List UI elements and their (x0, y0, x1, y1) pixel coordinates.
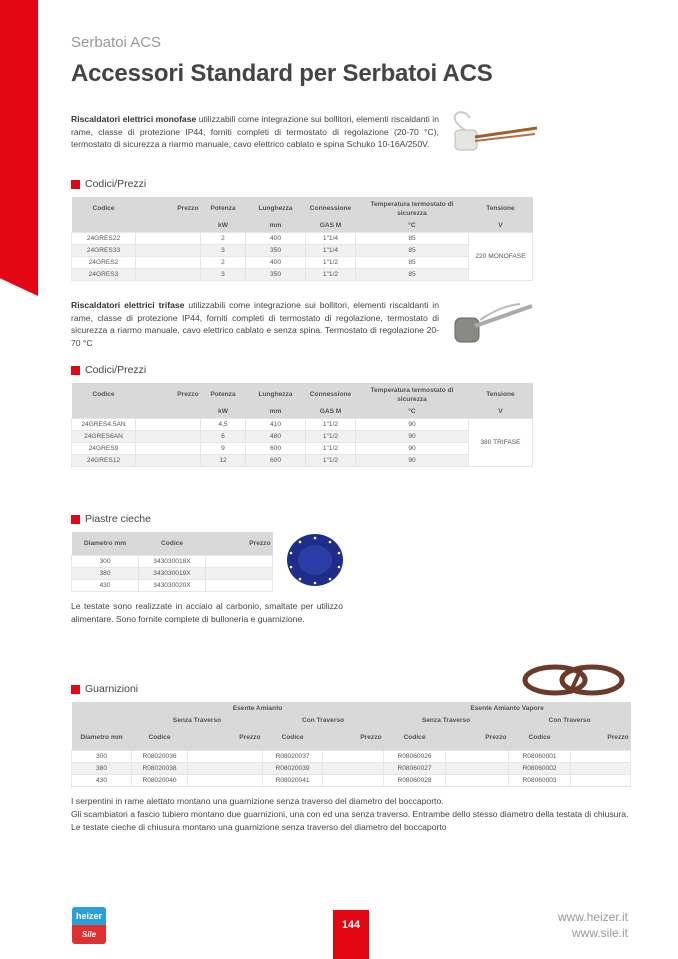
red-square-icon (71, 180, 80, 189)
table-cell: 480 (246, 430, 306, 442)
code-cell: R08020040 (132, 774, 188, 786)
table-cell: 24GRES6AN (72, 430, 136, 442)
code-cell: R08020036 (132, 750, 188, 762)
section-title: Codici/Prezzi (85, 178, 147, 190)
column-header: Tensione (469, 383, 533, 406)
piastre-note: Le testate sono realizzate in acciaio al carbonio, smaltate per utilizzo alimentare. Sono fornite complete di bulloneria e guarnizione. (71, 601, 343, 624)
column-header: Temperatura termostato di sicurezza (356, 383, 469, 406)
code-cell: R08020037 (263, 750, 323, 762)
codice-header: Codice (263, 726, 323, 750)
table-cell: 400 (246, 256, 306, 268)
table-cell: 90 (356, 418, 469, 430)
table-cell: 600 (246, 454, 306, 466)
column-header: Prezzo (136, 383, 201, 406)
tri-intro-bold: Riscaldatori elettrici trifase (71, 300, 185, 310)
subgroup-header: Con Traverso (263, 714, 384, 726)
table-cell: 4,5 (201, 418, 246, 430)
tri-intro-text: utilizzabili come integrazione sui bollitori, elementi riscaldanti in rame, classe di protezione IP44, forniti completi di termostato di regolazione, termostato di sicurezza a riarmo manuale, cavo elettrico cablato e senza spina. Termostato di regolazione 20-70 °C (71, 300, 439, 348)
price-cell (136, 430, 201, 442)
column-header: Lunghezza (246, 383, 306, 406)
diameter-cell: 380 (72, 762, 132, 774)
table-cell: 24GRES33 (72, 244, 136, 256)
unit-header (136, 220, 201, 232)
trifase-heater-image (450, 298, 535, 348)
price-cell (571, 750, 631, 762)
price-cell (136, 442, 201, 454)
column-header: Prezzo (206, 532, 273, 555)
mono-prices-heading (71, 178, 146, 190)
column-header: Temperatura termostato di sicurezza (356, 197, 469, 220)
table-row (72, 268, 533, 280)
table-cell: 2 (201, 256, 246, 268)
table-row (72, 762, 631, 774)
unit-header: mm (246, 220, 306, 232)
codice-header: Codice (384, 726, 446, 750)
unit-header (72, 220, 136, 232)
column-header: Tensione (469, 197, 533, 220)
price-cell (136, 256, 201, 268)
code-cell: R08060026 (384, 750, 446, 762)
table-cell: 1"1/2 (306, 442, 356, 454)
piastre-table (71, 532, 273, 592)
url-heizer[interactable]: www.heizer.it (557, 910, 628, 924)
table-cell: 90 (356, 454, 469, 466)
tri-prices-heading (71, 364, 146, 376)
table-cell: 3 (201, 268, 246, 280)
column-header: Diametro mm (72, 532, 139, 555)
price-cell (136, 268, 201, 280)
table-cell: 2 (201, 232, 246, 244)
logo-heizer: heizer (72, 907, 106, 925)
column-header: Codice (72, 197, 136, 220)
prezzo-header: Prezzo (323, 726, 384, 750)
section-label: Serbatoi ACS (71, 34, 162, 51)
unit-header: °C (356, 220, 469, 232)
unit-header (72, 406, 136, 418)
table-row (72, 567, 273, 579)
heizer-sile-logo (72, 907, 106, 944)
subgroup-header: Con Traverso (509, 714, 631, 726)
tri-price-table (71, 383, 533, 467)
page-number: 144 (333, 910, 369, 959)
page-title: Accessori Standard per Serbatoi ACS (71, 60, 493, 87)
table-cell: 410 (246, 418, 306, 430)
code-cell: R08020039 (263, 762, 323, 774)
column-header: Prezzo (136, 197, 201, 220)
table-row (72, 442, 533, 454)
table-cell: 350 (246, 244, 306, 256)
guarnizioni-table (71, 702, 631, 787)
column-header: Potenza (201, 383, 246, 406)
table-cell: 85 (356, 256, 469, 268)
table-cell: 1"1/2 (306, 430, 356, 442)
mono-description (71, 113, 439, 151)
red-square-icon (71, 685, 80, 694)
code-cell: R08060028 (384, 774, 446, 786)
table-cell: 1"1/4 (306, 232, 356, 244)
table-row (72, 774, 631, 786)
diameter-cell: 430 (72, 774, 132, 786)
price-cell (136, 454, 201, 466)
mono-intro-text: utilizzabili come integrazione sui bollitori, elementi riscaldanti in rame, classe di protezione IP44, forniti completi di termostato di regolazione (20-70 °C), termostato di sicurezza a riarmo manuale, cavo elettrico cablato e spina Schuko 10-16A/250V. (71, 114, 439, 149)
column-header: Potenza (201, 197, 246, 220)
unit-header: V (469, 220, 533, 232)
price-cell (323, 750, 384, 762)
table-cell: 343030019X (139, 567, 206, 579)
url-sile[interactable]: www.sile.it (571, 926, 628, 940)
price-cell (323, 762, 384, 774)
codice-header: Codice (132, 726, 188, 750)
table-cell: 12 (201, 454, 246, 466)
mono-price-table (71, 197, 533, 281)
unit-header: GAS M (306, 406, 356, 418)
table-cell (206, 579, 273, 591)
column-header: Lunghezza (246, 197, 306, 220)
table-cell: 24GRES12 (72, 454, 136, 466)
table-cell: 380 (72, 567, 139, 579)
prezzo-header: Prezzo (446, 726, 509, 750)
table-row (72, 430, 533, 442)
prezzo-header: Prezzo (571, 726, 631, 750)
mono-intro-bold: Riscaldatori elettrici monofase (71, 114, 197, 124)
tension-cell: 380 TRIFASE (469, 418, 533, 466)
red-square-icon (71, 366, 80, 375)
section-title: Codici/Prezzi (85, 364, 147, 376)
table-cell: 1"1/2 (306, 454, 356, 466)
unit-header: GAS M (306, 220, 356, 232)
unit-header (136, 406, 201, 418)
red-square-icon (71, 515, 80, 524)
diameter-header: Diametro mm (72, 726, 132, 750)
code-cell: R08060003 (509, 774, 571, 786)
table-cell: 1"1/2 (306, 256, 356, 268)
table-cell: 24GRES22 (72, 232, 136, 244)
price-cell (188, 762, 263, 774)
guarnizioni-note-2: Gli scambiatori a fascio tubiero montano due guarnizioni, una con ed una senza traverso. Entrambe dello stesso diametro della testata di chiusura. Le testate cieche di chiusura montano una guarnizione senza traverso del diametro del boccaporto (71, 809, 629, 832)
table-cell: 85 (356, 232, 469, 244)
unit-header: kW (201, 406, 246, 418)
column-header: Connessione (306, 383, 356, 406)
table-cell: 1"1/4 (306, 244, 356, 256)
table-cell: 6 (201, 430, 246, 442)
diameter-cell: 300 (72, 750, 132, 762)
group-header: Esente Amianto Vapore (384, 702, 631, 714)
price-cell (188, 750, 263, 762)
code-cell: R08060001 (509, 750, 571, 762)
blank-header (72, 714, 132, 726)
code-cell: R08020038 (132, 762, 188, 774)
logo-sile: Sile (72, 925, 106, 944)
monofase-heater-image (445, 110, 540, 155)
price-cell (446, 750, 509, 762)
guarnizioni-note-1: I serpentini in rame alettato montano una guarnizione senza traverso del diametro del boccaporto. (71, 796, 444, 806)
section-title: Guarnizioni (85, 683, 139, 695)
table-row (72, 256, 533, 268)
table-cell: 24GRES2 (72, 256, 136, 268)
price-cell (136, 232, 201, 244)
price-cell (188, 774, 263, 786)
table-cell: 9 (201, 442, 246, 454)
price-cell (446, 762, 509, 774)
table-cell: 400 (246, 232, 306, 244)
table-cell: 90 (356, 442, 469, 454)
price-cell (446, 774, 509, 786)
unit-header: V (469, 406, 533, 418)
table-row (72, 232, 533, 244)
table-cell: 430 (72, 579, 139, 591)
price-cell (323, 774, 384, 786)
red-side-bar (0, 0, 38, 296)
price-cell (571, 774, 631, 786)
column-header: Codice (72, 383, 136, 406)
table-row (72, 555, 273, 567)
table-cell: 24GRES3 (72, 268, 136, 280)
table-cell: 343030020X (139, 579, 206, 591)
table-cell: 600 (246, 442, 306, 454)
table-cell: 24GRES9 (72, 442, 136, 454)
table-cell: 85 (356, 268, 469, 280)
table-row (72, 750, 631, 762)
table-row (72, 579, 273, 591)
code-cell: R08060002 (509, 762, 571, 774)
unit-header: °C (356, 406, 469, 418)
gaskets-image (520, 663, 626, 697)
piastre-heading (71, 513, 151, 525)
price-cell (571, 762, 631, 774)
table-cell: 85 (356, 244, 469, 256)
tension-cell: 220 MONOFASE (469, 232, 533, 280)
tri-description (71, 299, 439, 349)
table-row (72, 454, 533, 466)
unit-header: mm (246, 406, 306, 418)
table-cell: 300 (72, 555, 139, 567)
blind-flange-image (285, 533, 345, 588)
price-cell (136, 418, 201, 430)
blank-header (72, 702, 132, 714)
table-cell: 1"1/2 (306, 268, 356, 280)
unit-header: kW (201, 220, 246, 232)
group-header: Esente Amianto (132, 702, 384, 714)
codice-header: Codice (509, 726, 571, 750)
table-row (72, 244, 533, 256)
table-cell (206, 567, 273, 579)
code-cell: R08020041 (263, 774, 323, 786)
table-cell: 343030018X (139, 555, 206, 567)
subgroup-header: Senza Traverso (384, 714, 509, 726)
price-cell (136, 244, 201, 256)
code-cell: R08060027 (384, 762, 446, 774)
prezzo-header: Prezzo (188, 726, 263, 750)
table-cell (206, 555, 273, 567)
table-cell: 24GRES4.5AN (72, 418, 136, 430)
column-header: Codice (139, 532, 206, 555)
section-title: Piastre cieche (85, 513, 151, 525)
guarnizioni-heading (71, 683, 138, 695)
column-header: Connessione (306, 197, 356, 220)
table-cell: 90 (356, 430, 469, 442)
table-cell: 1"1/2 (306, 418, 356, 430)
table-cell: 350 (246, 268, 306, 280)
table-row (72, 418, 533, 430)
subgroup-header: Senza Traverso (132, 714, 263, 726)
table-cell: 3 (201, 244, 246, 256)
